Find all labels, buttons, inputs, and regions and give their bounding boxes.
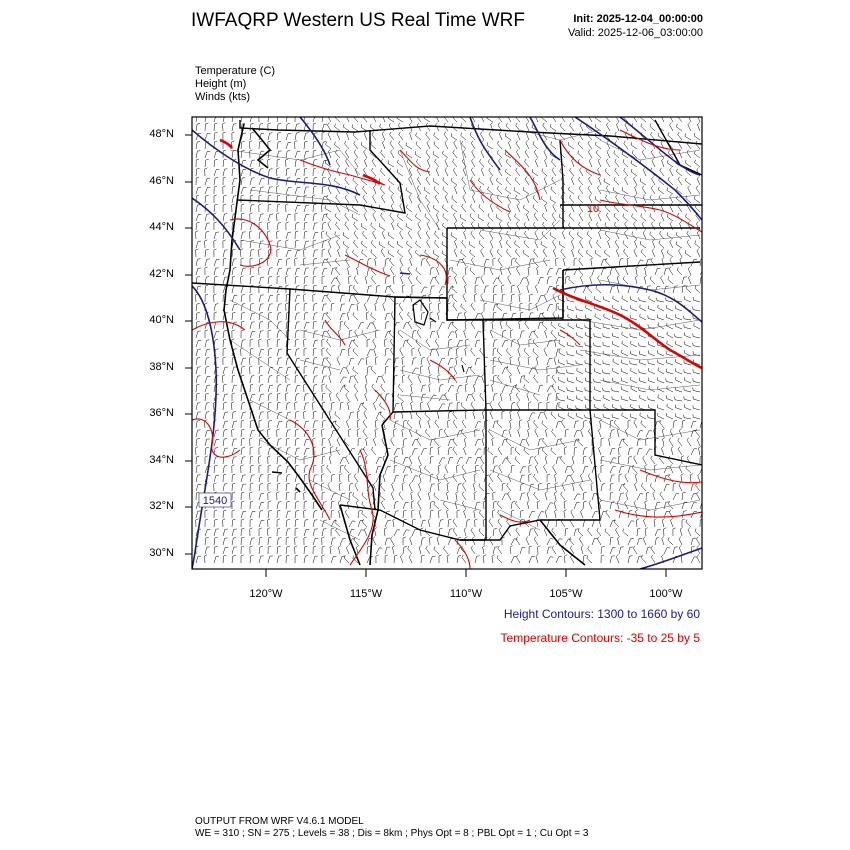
lat-label-34n: 34°N xyxy=(149,454,174,466)
lat-label-30n: 30°N xyxy=(149,547,174,559)
lon-label-105w: 105°W xyxy=(549,588,583,600)
lon-label-115w: 115°W xyxy=(349,588,383,600)
lon-label-100w: 100°W xyxy=(649,588,683,600)
lat-label-42n: 42°N xyxy=(149,268,174,280)
lat-label-48n: 48°N xyxy=(149,128,174,140)
wind-barbs xyxy=(195,114,706,564)
wind-barb-field xyxy=(195,114,706,564)
temperature-contours-legend: Temperature Contours: -35 to 25 by 5 xyxy=(500,631,700,645)
model-config-line: WE = 310 ; SN = 275 ; Levels = 38 ; Dis = 8km ; Phys Opt = 8 ; PBL Opt = 1 ; Cu Opt = 3 xyxy=(195,828,589,839)
variable-temperature: Temperature (C) xyxy=(195,65,276,77)
height-contours-legend: Height Contours: 1300 to 1660 by 60 xyxy=(503,607,700,621)
page-title: IWFAQRP Western US Real Time WRF xyxy=(191,10,525,31)
model-output-line: OUTPUT FROM WRF V4.6.1 MODEL xyxy=(195,816,364,827)
variable-winds: Winds (kts) xyxy=(195,91,250,103)
temperature-contour-label: 10 xyxy=(586,203,600,215)
lat-label-32n: 32°N xyxy=(149,500,174,512)
lat-label-46n: 46°N xyxy=(149,175,174,187)
lon-label-110w: 110°W xyxy=(449,588,483,600)
coastline xyxy=(224,124,585,565)
lat-label-44n: 44°N xyxy=(149,221,174,233)
height-contours xyxy=(192,117,702,569)
lat-label-36n: 36°N xyxy=(149,407,174,419)
height-contour-label: 1540 xyxy=(202,495,228,507)
init-time: Init: 2025-12-04_00:00:00 xyxy=(573,13,703,25)
lat-label-38n: 38°N xyxy=(149,361,174,373)
variable-height: Height (m) xyxy=(195,78,247,90)
lon-label-120w: 120°W xyxy=(249,588,283,600)
lat-label-40n: 40°N xyxy=(149,314,174,326)
valid-time: Valid: 2025-12-06_03:00:00 xyxy=(568,27,703,39)
map-frame xyxy=(192,117,702,569)
